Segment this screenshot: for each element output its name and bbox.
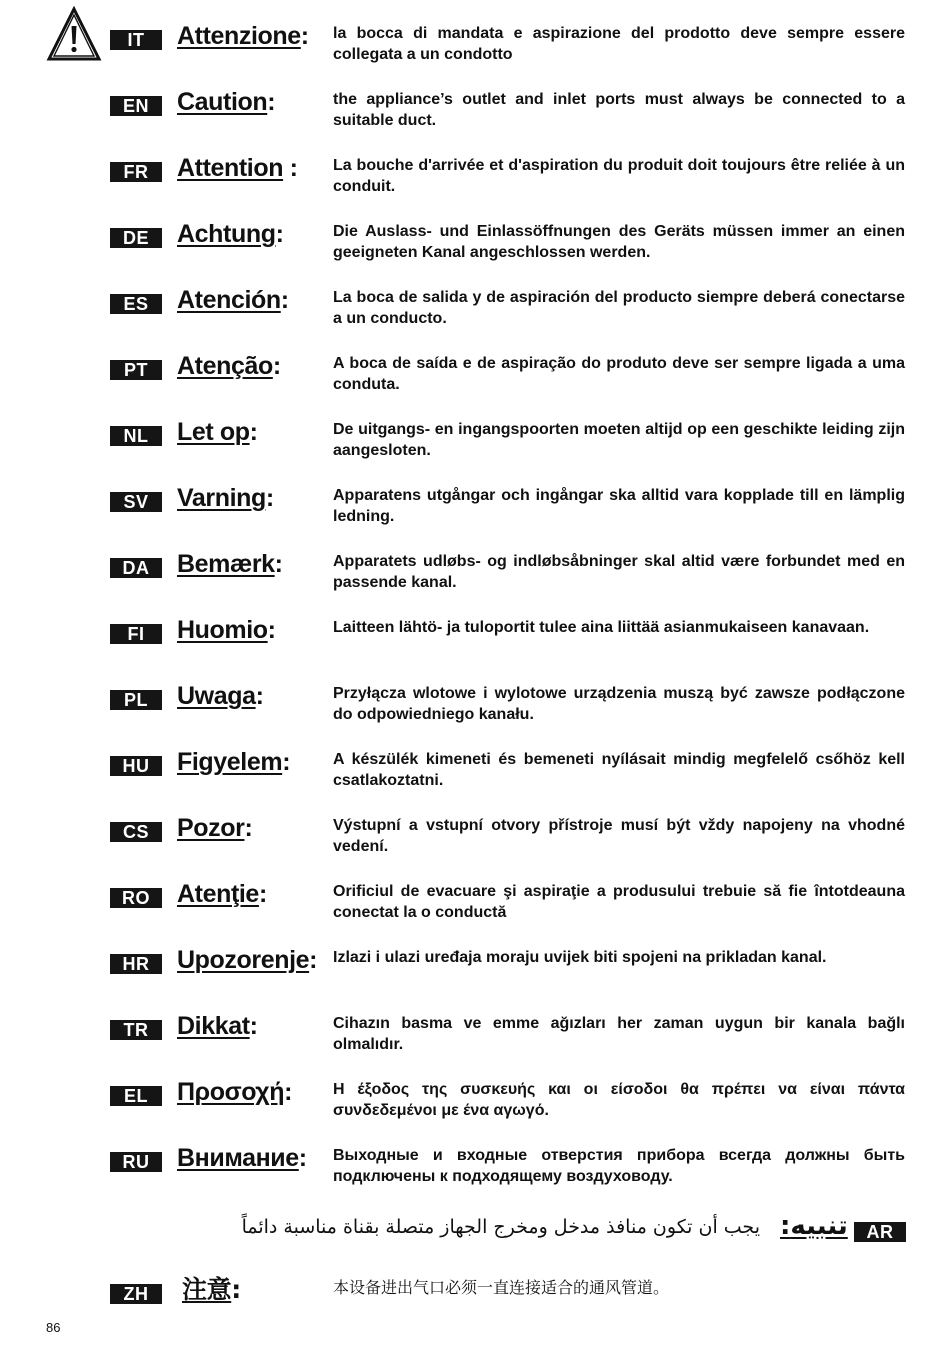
entry-text: Výstupní a vstupní otvory přístroje musí být vždy napojeny na vhodné vedení. [333,817,905,855]
entry-title-word: Atenção [177,352,273,380]
language-code-badge: DA [110,558,162,578]
entry-title-word: Внимание [177,1144,299,1172]
entry-text: Apparatens utgångar och ingångar ska alltid vara kopplade till en lämplig ledning. [333,487,905,525]
entry-title-punct: : [274,550,283,578]
entry-title-punct: : [249,1012,258,1040]
language-code-badge: HU [110,756,162,776]
entry-title [177,549,283,579]
entry-title-punct: : [284,1078,293,1106]
entry-title [177,153,298,183]
language-code-badge: DE [110,228,162,248]
language-code-badge: EN [110,96,162,116]
entry-title-punct: : [272,352,281,380]
entry-title-punct: : [309,946,318,974]
language-code-badge: RU [110,1152,162,1172]
entry-title-punct: : [298,1144,307,1172]
entry-title [177,417,258,447]
entry-text: Orificiul de evacuare şi aspiraţie a produsului trebuie să fie întotdeauna conectat la o conductă [333,883,905,921]
entry-title-punct: : [300,22,309,50]
entry-title-word: Varning [177,484,266,512]
entry-title-word: Bemærk [177,550,275,578]
entry-title-punct: : [283,154,298,182]
entry-text: La bouche d'arrivée et d'aspiration du produit doit toujours être reliée à un conduit. [333,157,905,195]
entry-title-punct: : [267,616,276,644]
entry-title-word: Huomio [177,616,268,644]
entry-title [177,87,275,117]
entry-text: Cihazın basma ve emme ağızları her zaman uygun bir kanala bağlı olmalıdır. [333,1015,905,1053]
language-code-badge: HR [110,954,162,974]
entry-title-punct: : [231,1275,241,1304]
entry-title-word: تنبيه [790,1211,848,1241]
entry-text: La boca de salida y de aspiración del producto siempre deberá conectarse a un conducto. [333,289,905,327]
entry-title [177,351,281,381]
entry-text: la bocca di mandata e aspirazione del prodotto deve sempre essere collegata a un condotto [333,25,905,63]
entry-title-word: Attention [177,154,284,182]
language-code-badge: PT [110,360,162,380]
entry-text: Laitteen lähtö- ja tuloportit tulee aina liittää asianmukaiseen kanavaan. [333,619,870,636]
entry-title [182,1275,241,1305]
language-code-badge: NL [110,426,162,446]
entry-text: A készülék kimeneti és bemeneti nyílásait mindig megfelelő csőhöz kell csatlakoztatni. [333,751,905,789]
language-code-badge: FI [110,624,162,644]
entry-title-punct: : [280,286,289,314]
entry-text: A boca de saída e de aspiração do produto deve ser sempre ligada a uma conduta. [333,355,905,393]
entry-title-word: Upozorenje [177,946,310,974]
language-code-badge: RO [110,888,162,908]
entry-title-word: Achtung [177,220,276,248]
page-number: 86 [46,1320,61,1335]
entry-title-punct: : [275,220,284,248]
entry-title [177,1077,292,1107]
language-code-badge: TR [110,1020,162,1040]
entry-text: Die Auslass- und Einlassöffnungen des Geräts müssen immer an einen geeigneten Kanal angeschlossen werden. [333,223,905,261]
entry-text: Przyłącza wlotowe i wylotowe urządzenia muszą być zawsze podłączone do odpowiedniego kanału. [333,685,905,723]
entry-title [177,21,309,51]
entry-text: Izlazi i ulazi uređaja moraju uvijek biti spojeni na prikladan kanal. [333,949,827,966]
language-code-badge: IT [110,30,162,50]
entry-title-punct: : [780,1211,791,1241]
entry-title-punct: : [282,748,291,776]
entry-title-word: Dikkat [177,1012,250,1040]
entry-title-word: Attenzione [177,22,301,50]
entry-title-word: Figyelem [177,748,283,776]
entry-text: the appliance’s outlet and inlet ports must always be connected to a suitable duct. [333,91,905,129]
entry-text: يجب أن تكون منافذ مدخل ومخرج الجهاز متصلة بقناة مناسبة دائماً [241,1216,760,1238]
entry-title-punct: : [255,682,264,710]
entry-title-punct: : [265,484,274,512]
entry-title-word: Atenţie [177,880,259,908]
entry-text: De uitgangs- en ingangspoorten moeten altijd op een geschikte leiding zijn aangesloten. [333,421,905,459]
entry-title [177,747,290,777]
entry-title-word: Atención [177,286,281,314]
entry-title [177,219,284,249]
language-code-badge: SV [110,492,162,512]
language-code-badge: FR [110,162,162,182]
entry-text: Η έξοδος της συσκευής και οι είσοδοι θα πρέπει να είναι πάντα συνδεδεμένοι με ένα αγωγό. [333,1081,905,1119]
language-code-badge: ES [110,294,162,314]
entry-title [177,615,276,645]
entry-title-word: Uwaga [177,682,256,710]
language-code-badge: PL [110,690,162,710]
entry-title [780,1211,848,1241]
entry-title-punct: : [267,88,276,116]
warning-triangle-icon [46,6,102,62]
entry-title-punct: : [258,880,267,908]
entry-title-word: 注意 [182,1275,232,1304]
entry-title [177,483,274,513]
entry-title [177,1143,307,1173]
entry-title [177,681,264,711]
entry-title [177,285,289,315]
entry-title [177,813,252,843]
entry-title [177,879,267,909]
entry-title-punct: : [244,814,253,842]
entry-text: Выходные и входные отверстия прибора всегда должны быть подключены к подходящему воздуховоду. [333,1147,905,1185]
entry-text: 本设备进出气口必须一直连接适合的通风管道。 [333,1278,670,1297]
language-code-badge: EL [110,1086,162,1106]
entry-title [177,1011,258,1041]
language-code-badge: CS [110,822,162,842]
entry-title-punct: : [249,418,258,446]
entry-title-word: Caution [177,88,268,116]
entry-title-word: Pozor [177,814,245,842]
entry-title [177,945,317,975]
entry-text: Apparatets udløbs- og indløbsåbninger skal altid være forbundet med en passende kanal. [333,553,905,591]
language-code-badge: ZH [110,1284,162,1304]
entry-title-word: Let op [177,418,250,446]
entry-title-word: Προσοχή [177,1078,285,1106]
language-code-badge: AR [854,1222,906,1242]
